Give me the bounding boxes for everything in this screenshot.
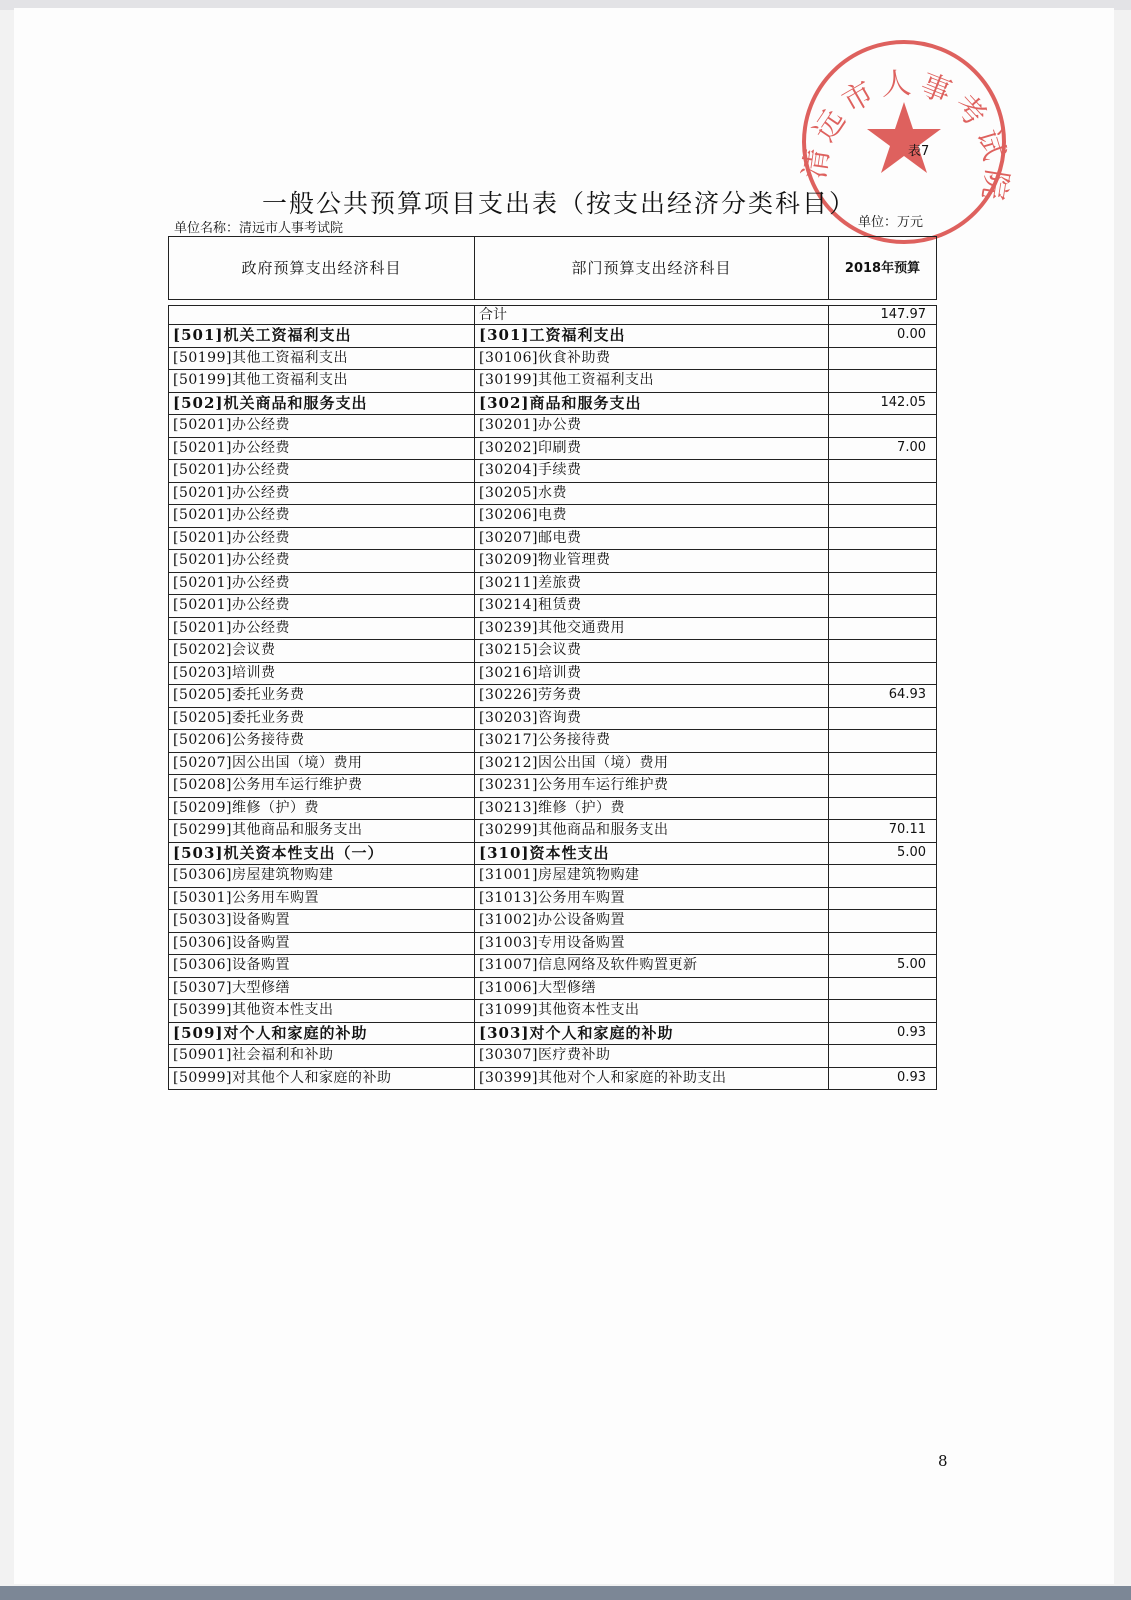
scan-edge-bottom [0,1586,1131,1600]
category-row [169,1022,937,1045]
header-budget-2018: 2018年预算 [829,237,937,300]
amount-cell: 0.93 [829,1022,937,1045]
gov-category-cell: [50207]因公出国（境）费用 [169,752,475,775]
budget-table [168,236,937,1090]
gov-category-cell: [501]机关工资福利支出 [169,325,475,348]
table-row [169,910,937,933]
amount-cell [829,865,937,888]
amount-cell [829,977,937,1000]
gov-category-cell: [50399]其他资本性支出 [169,1000,475,1023]
amount-cell [829,550,937,573]
gov-category-cell: [50306]房屋建筑物购建 [169,865,475,888]
table-row [169,752,937,775]
dept-category-cell: [30213]维修（护）费 [475,797,829,820]
table-number: 表7 [908,144,930,159]
table-row [169,550,937,573]
table-row [169,797,937,820]
gov-category-cell: [50301]公务用车购置 [169,887,475,910]
table-row [169,347,937,370]
gov-category-cell: [50202]会议费 [169,640,475,663]
dept-category-cell: [30211]差旅费 [475,572,829,595]
amount-cell: 5.00 [829,842,937,865]
gov-category-cell: [50199]其他工资福利支出 [169,347,475,370]
dept-category-cell: [30215]会议费 [475,640,829,663]
total-label: 合计 [475,306,829,325]
dept-category-cell: [30209]物业管理费 [475,550,829,573]
table-row [169,482,937,505]
table-row [169,527,937,550]
dept-category-cell: [31006]大型修缮 [475,977,829,1000]
dept-category-cell: [30203]咨询费 [475,707,829,730]
gov-category-cell: [50205]委托业务费 [169,707,475,730]
gov-category-cell: [50201]办公经费 [169,572,475,595]
dept-category-cell: [30205]水费 [475,482,829,505]
table-row [169,820,937,843]
amount-cell: 5.00 [829,955,937,978]
table-row [169,370,937,393]
dept-category-cell: [30207]邮电费 [475,527,829,550]
dept-category-cell: [31001]房屋建筑物购建 [475,865,829,888]
gov-category-cell: [50208]公务用车运行维护费 [169,775,475,798]
amount-cell [829,775,937,798]
gov-category-cell: [50205]委托业务费 [169,685,475,708]
amount-cell [829,370,937,393]
dept-category-cell: [30199]其他工资福利支出 [475,370,829,393]
amount-cell [829,910,937,933]
amount-cell [829,527,937,550]
table-row [169,415,937,438]
category-row [169,325,937,348]
gov-category-cell: [50303]设备购置 [169,910,475,933]
gov-category-cell: [50206]公务接待费 [169,730,475,753]
table-row [169,1067,937,1090]
total-amount: 147.97 [829,306,937,325]
table-row [169,617,937,640]
gov-category-cell: [50201]办公经费 [169,550,475,573]
dept-category-cell: [30231]公务用车运行维护费 [475,775,829,798]
amount-cell [829,347,937,370]
page-title: 一般公共预算项目支出表（按支出经济分类科目） [262,189,857,218]
gov-category-cell: [50201]办公经费 [169,415,475,438]
unit-name: 单位名称：清远市人事考试院 [174,221,344,236]
table-row [169,887,937,910]
gov-category-cell: [50299]其他商品和服务支出 [169,820,475,843]
dept-category-cell: [31002]办公设备购置 [475,910,829,933]
amount-cell [829,887,937,910]
table-header-row [169,237,937,300]
amount-cell [829,707,937,730]
header-gov-category: 政府预算支出经济科目 [169,237,475,300]
gov-category-cell: [50203]培训费 [169,662,475,685]
page-number: 8 [938,1452,948,1470]
dept-category-cell: [30299]其他商品和服务支出 [475,820,829,843]
amount-cell [829,662,937,685]
table-row [169,1000,937,1023]
gov-category-cell: [50306]设备购置 [169,955,475,978]
category-row [169,392,937,415]
dept-category-cell: [30201]办公费 [475,415,829,438]
table-row [169,977,937,1000]
dept-category-cell: [30106]伙食补助费 [475,347,829,370]
gov-category-cell: [50999]对其他个人和家庭的补助 [169,1067,475,1090]
dept-category-cell: [30206]电费 [475,505,829,528]
amount-cell: 0.93 [829,1067,937,1090]
gov-category-cell: [50201]办公经费 [169,595,475,618]
gov-category-cell: [503]机关资本性支出（一） [169,842,475,865]
gov-category-cell: [50201]办公经费 [169,437,475,460]
dept-category-cell: [31099]其他资本性支出 [475,1000,829,1023]
table-row [169,662,937,685]
header-dept-category: 部门预算支出经济科目 [475,237,829,300]
gov-category-cell: [50201]办公经费 [169,617,475,640]
total-row [169,306,937,325]
gov-category-cell: [50201]办公经费 [169,460,475,483]
amount-cell [829,752,937,775]
amount-cell [829,797,937,820]
dept-category-cell: [30216]培训费 [475,662,829,685]
amount-cell: 64.93 [829,685,937,708]
table-row [169,775,937,798]
category-row [169,842,937,865]
dept-category-cell: [302]商品和服务支出 [475,392,829,415]
amount-cell: 0.00 [829,325,937,348]
amount-cell: 70.11 [829,820,937,843]
dept-category-cell: [31013]公务用车购置 [475,887,829,910]
dept-category-cell: [303]对个人和家庭的补助 [475,1022,829,1045]
dept-category-cell: [31003]专用设备购置 [475,932,829,955]
gov-category-cell: [50901]社会福利和补助 [169,1045,475,1068]
amount-cell [829,460,937,483]
amount-cell [829,730,937,753]
table-row [169,865,937,888]
table-row [169,640,937,663]
amount-cell [829,932,937,955]
amount-cell [829,482,937,505]
table-row [169,572,937,595]
gov-category-cell: [509]对个人和家庭的补助 [169,1022,475,1045]
table-row [169,437,937,460]
gov-category-cell: [50201]办公经费 [169,482,475,505]
dept-category-cell: [30217]公务接待费 [475,730,829,753]
total-left-cell [169,306,475,325]
dept-category-cell: [31007]信息网络及软件购置更新 [475,955,829,978]
gov-category-cell: [50201]办公经费 [169,527,475,550]
table-row [169,1045,937,1068]
amount-cell: 7.00 [829,437,937,460]
seal-star-icon [867,102,941,173]
amount-cell [829,505,937,528]
table-row [169,460,937,483]
dept-category-cell: [30226]劳务费 [475,685,829,708]
gov-category-cell: [502]机关商品和服务支出 [169,392,475,415]
dept-category-cell: [30307]医疗费补助 [475,1045,829,1068]
dept-category-cell: [30214]租赁费 [475,595,829,618]
seal-text: 清远市人事考试院 [797,65,1014,209]
gov-category-cell: [50307]大型修缮 [169,977,475,1000]
currency-unit: 单位：万元 [858,215,924,230]
table-row [169,595,937,618]
amount-cell [829,415,937,438]
amount-cell [829,595,937,618]
amount-cell [829,1000,937,1023]
table-row [169,932,937,955]
gov-category-cell: [50306]设备购置 [169,932,475,955]
dept-category-cell: [30202]印刷费 [475,437,829,460]
dept-category-cell: [30239]其他交通费用 [475,617,829,640]
amount-cell [829,617,937,640]
gov-category-cell: [50201]办公经费 [169,505,475,528]
gov-category-cell: [50209]维修（护）费 [169,797,475,820]
dept-category-cell: [30212]因公出国（境）费用 [475,752,829,775]
dept-category-cell: [310]资本性支出 [475,842,829,865]
amount-cell: 142.05 [829,392,937,415]
table-row [169,707,937,730]
table-row [169,685,937,708]
amount-cell [829,572,937,595]
gov-category-cell: [50199]其他工资福利支出 [169,370,475,393]
dept-category-cell: [301]工资福利支出 [475,325,829,348]
amount-cell [829,1045,937,1068]
table-row [169,505,937,528]
dept-category-cell: [30399]其他对个人和家庭的补助支出 [475,1067,829,1090]
amount-cell [829,640,937,663]
table-row [169,730,937,753]
dept-category-cell: [30204]手续费 [475,460,829,483]
table-row [169,955,937,978]
